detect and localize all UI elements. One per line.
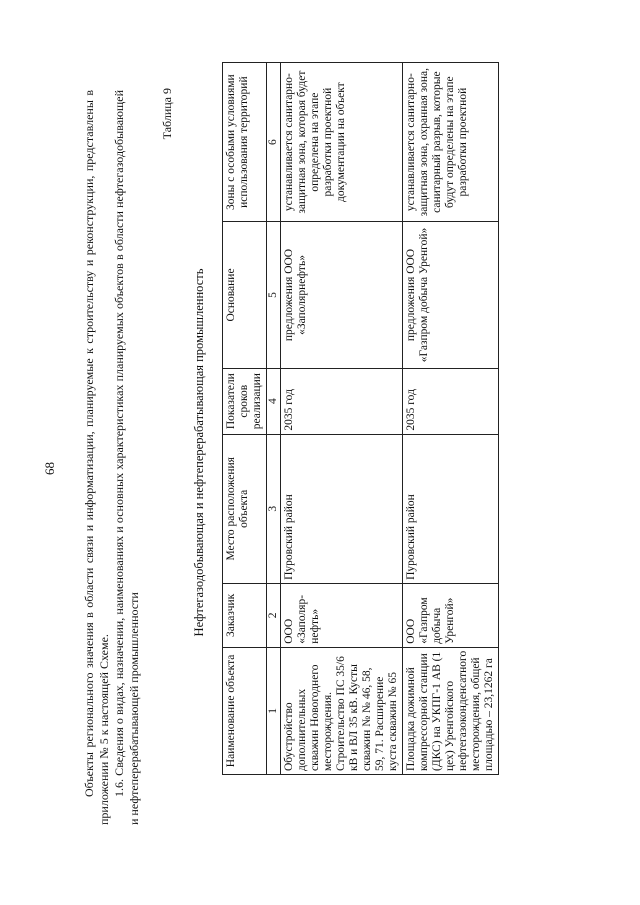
column-numbers-row — [267, 63, 281, 775]
col-number: 6 — [267, 63, 281, 222]
cell-deadline: 2035 год — [281, 368, 403, 434]
cell-zones: устанавливается санитарно-защитная зона, которая будет определена на этапе разработки проектной документации на объект — [281, 63, 403, 222]
cell-customer: ООО «Газпром добыча Уренгой» — [403, 583, 499, 647]
cell-location: Пуровский район — [403, 434, 499, 583]
intro-paragraph-1: Объекты регионального значения в области связи и информатизации, планируемые к строительству и реконструкции, представлены в приложении № 5 к настоящей Схеме. — [82, 90, 111, 825]
cell-name: Площадка дожимной компрессорной станции (ДКС) на УКПГ-1 АВ (1 цех) Уренгойского нефтегазоконденсатного месторождения, общей площадью – 23,1262 га — [403, 647, 499, 774]
cell-name: Обустройство дополнительных скважин Новогоднего месторождения. Строительство ПС 35/6 кВ и ВЛ 35 кВ. Кусты скважин № № 46, 58, 59, 71. Расширение куста скважин № 65 — [281, 647, 403, 774]
header-location: Место расположения объекта — [223, 434, 267, 583]
table-number: Таблица 9 — [160, 88, 174, 140]
header-deadline: Показатели сроков реализации — [223, 368, 267, 434]
cell-location: Пуровский район — [281, 434, 403, 583]
cell-customer: ООО «Заполяр-нефть» — [281, 583, 403, 647]
cell-zones: устанавливается санитарно-защитная зона, охранная зона, санитарный разрыв, которые будут определены на этапе разработки проектной — [403, 63, 499, 222]
cell-basis: предложения ООО «Газпром добыча Уренгой» — [403, 222, 499, 368]
objects-table — [222, 62, 499, 775]
cell-deadline: 2035 год — [403, 368, 499, 434]
header-zones: Зоны с особыми условиями использования территорий — [223, 63, 267, 222]
col-number: 3 — [267, 434, 281, 583]
table-row — [403, 63, 499, 775]
col-number: 4 — [267, 368, 281, 434]
col-number: 2 — [267, 583, 281, 647]
table-row — [281, 63, 403, 775]
col-number: 1 — [267, 647, 281, 774]
table-caption: Нефтегазодобывающая и нефтеперерабатывающая промышленность — [192, 268, 206, 637]
intro-paragraph-2: 1.6. Сведения о видах, назначении, наименованиях и основных характеристиках планируемых объектов в области нефтегазодобывающей и нефтеперерабатывающей промышленности — [112, 90, 141, 825]
intro-text — [82, 90, 142, 825]
page-number: 68 — [42, 462, 57, 475]
header-row — [223, 63, 267, 775]
header-basis: Основание — [223, 222, 267, 368]
cell-basis: предложения ООО «Заполярнефть» — [281, 222, 403, 368]
header-customer: Заказчик — [223, 583, 267, 647]
header-name: Наименование объекта — [223, 647, 267, 774]
col-number: 5 — [267, 222, 281, 368]
